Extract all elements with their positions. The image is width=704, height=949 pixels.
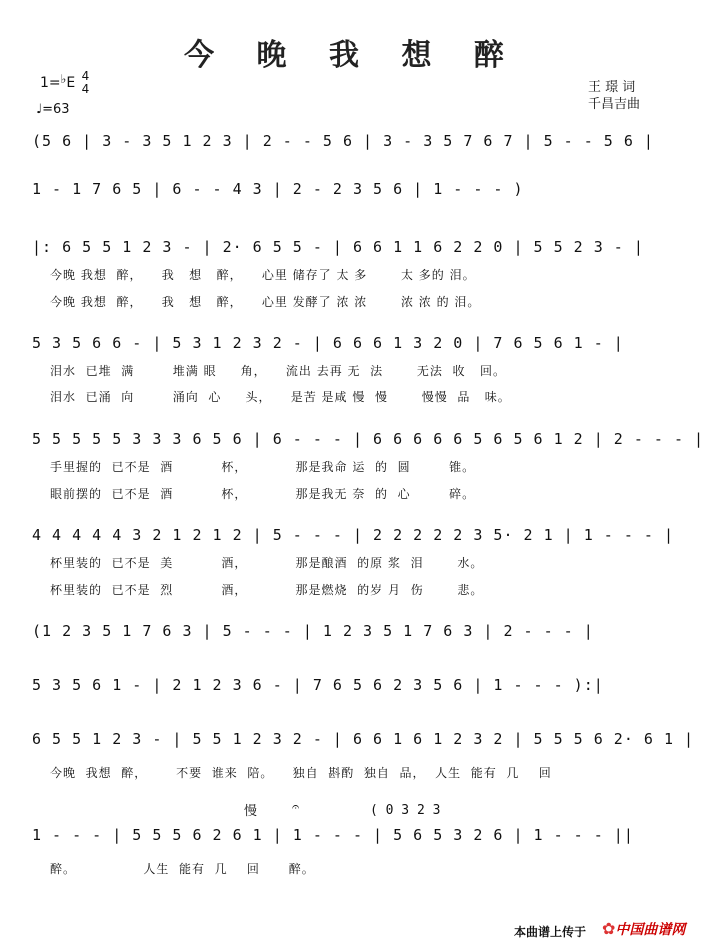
notes: 1 - 1 7 6 5 | 6 - - 4 3 | 2 - 2 3 5 6 | 1 - - - ) <box>32 180 524 198</box>
composer-credit: 千昌吉曲 <box>588 97 641 112</box>
interlude-notes: ( 0 3 2 3 <box>370 803 441 818</box>
notes: 6 5 5 1 2 3 - | 5 5 1 2 3 2 - | 6 6 1 6 1 2 3 2 | 5 5 5 6 2· 6 1 | <box>32 730 695 748</box>
score-line-4 <box>32 326 682 360</box>
logo-icon: ✿ <box>602 919 616 938</box>
lyric-verse1-b: 泪水 已堆 满 堆满 眼 角， 流出 去再 无 法 无法 收 回。 <box>50 364 506 378</box>
score-line-6 <box>32 518 682 552</box>
time-bottom: 4 <box>81 82 90 96</box>
fermata-icon: 𝄐 <box>292 800 300 815</box>
time-signature <box>82 70 90 96</box>
score-line-9 <box>32 722 695 756</box>
lyric-verse1-d: 杯里装的 已不是 美 酒， 那是酿酒 的原 浆 泪 水。 <box>50 556 484 570</box>
notes: 4 4 4 4 4 3 2 1 2 1 2 | 5 - - - | 2 2 2 2 2 3 5· 2 1 | 1 - - - | <box>32 526 674 544</box>
notes: 5 3 5 6 6 - | 5 3 1 2 3 2 - | 6 6 6 1 3 2 0 | 7 6 5 6 1 - | <box>32 334 624 352</box>
score-line-2 <box>32 172 682 206</box>
notes: (5 6 | 3 - 3 5 1 2 3 | 2 - - 5 6 | 3 - 3 5 7 6 7 | 5 - - 5 6 | <box>32 132 654 150</box>
score-line-1 <box>32 124 682 158</box>
notes: 1 - - - | 5 5 5 6 2 6 1 | 1 - - - | 5 6 5 3 2 6 | 1 - - - || <box>32 826 634 844</box>
tempo-marking <box>36 102 70 117</box>
notes: (1 2 3 5 1 7 6 3 | 5 - - - | 1 2 3 5 1 7 6 3 | 2 - - - | <box>32 622 594 640</box>
score-line-7 <box>32 614 682 648</box>
song-title: 今 晚 我 想 醉 <box>184 38 520 73</box>
logo-text: 中国曲谱网 <box>615 922 686 938</box>
lyric-verse2-c: 眼前摆的 已不是 酒 杯， 那是我无 奈 的 心 碎。 <box>50 487 476 501</box>
notes: 5 5 5 5 5 3 3 3 6 5 6 | 6 - - - | 6 6 6 6 6 5 6 5 6 1 2 | 2 - - - | <box>32 430 704 448</box>
lyric-verse3-a: 今晚 我想 醉， 不要 谁来 陪。 独自 斟酌 独自 品， 人生 能有 几 回 <box>50 766 552 780</box>
lyric-verse3-b: 醉。 人生 能有 几 回 醉。 <box>50 862 315 876</box>
lyric-verse1-c: 手里握的 已不是 酒 杯， 那是我命 运 的 圆 锥。 <box>50 460 476 474</box>
time-top: 4 <box>81 69 90 83</box>
key-signature <box>40 70 89 96</box>
lyric-verse2-a: 今晚 我想 醉， 我 想 醉， 心里 发酵了 浓 浓 浓 浓 的 泪。 <box>50 295 481 309</box>
site-logo[interactable] <box>602 919 685 939</box>
key-note: E <box>66 75 76 91</box>
quarter-note-icon: ♩ <box>36 102 43 117</box>
score-line-3 <box>32 230 682 264</box>
lyric-verse2-d: 杯里装的 已不是 烈 酒， 那是燃烧 的岁 月 伤 悲。 <box>50 583 484 597</box>
score-line-5 <box>32 422 704 456</box>
score-line-8 <box>32 668 682 702</box>
lyric-verse2-b: 泪水 已涌 向 涌向 心 头， 是苦 是咸 慢 慢 慢慢 品 味。 <box>50 390 511 404</box>
flat-icon: ♭ <box>60 72 67 86</box>
lyricist-credit: 王 璟 词 <box>588 80 636 95</box>
notes: |: 6 5 5 1 2 3 - | 2· 6 5 5 - | 6 6 1 1 6 2 2 0 | 5 5 2 3 - | <box>32 238 644 256</box>
slow-marking: 慢 <box>244 804 258 819</box>
lyric-verse1-a: 今晚 我想 醉， 我 想 醉， 心里 储存了 太 多 太 多的 泪。 <box>50 268 476 282</box>
tempo-value: =63 <box>42 102 70 117</box>
footer-text: 本曲谱上传于 <box>514 925 587 939</box>
notes: 5 3 5 6 1 - | 2 1 2 3 6 - | 7 6 5 6 2 3 5 6 | 1 - - - ):| <box>32 676 604 694</box>
key-prefix: 1= <box>40 75 61 91</box>
score-line-10 <box>32 818 682 852</box>
